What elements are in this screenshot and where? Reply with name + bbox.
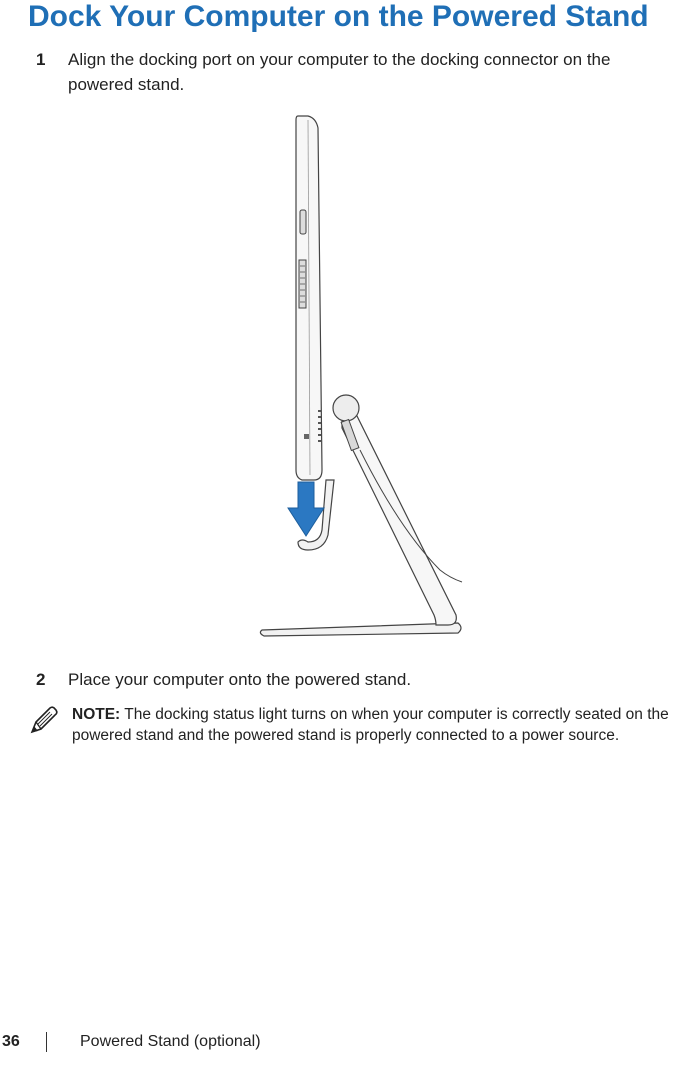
step-number: 2	[36, 670, 46, 689]
footer-section-title: Powered Stand (optional)	[80, 1033, 261, 1050]
page-number: 36	[2, 1033, 20, 1050]
page-title: Dock Your Computer on the Powered Stand	[28, 0, 649, 33]
stand-arm	[342, 410, 456, 625]
note-block	[72, 704, 688, 746]
down-arrow-icon	[288, 482, 324, 536]
power-button	[300, 210, 306, 234]
note-label: NOTE:	[72, 706, 121, 723]
docking-illustration	[250, 110, 470, 640]
stand-base	[260, 623, 461, 636]
stand-hinge	[333, 395, 359, 421]
note-pencil-icon	[28, 704, 60, 736]
note-text: The docking status light turns on when your computer is correctly seated on the powered stand and the powered stand is properly connected to a power source.	[72, 706, 669, 744]
step-text: Place your computer onto the powered stand.	[68, 670, 412, 689]
step-text: Align the docking port on your computer to the docking connector on the powered stand.	[68, 50, 611, 94]
page-footer	[0, 1030, 688, 1054]
step-number: 1	[36, 50, 46, 69]
footer-divider	[46, 1032, 47, 1052]
